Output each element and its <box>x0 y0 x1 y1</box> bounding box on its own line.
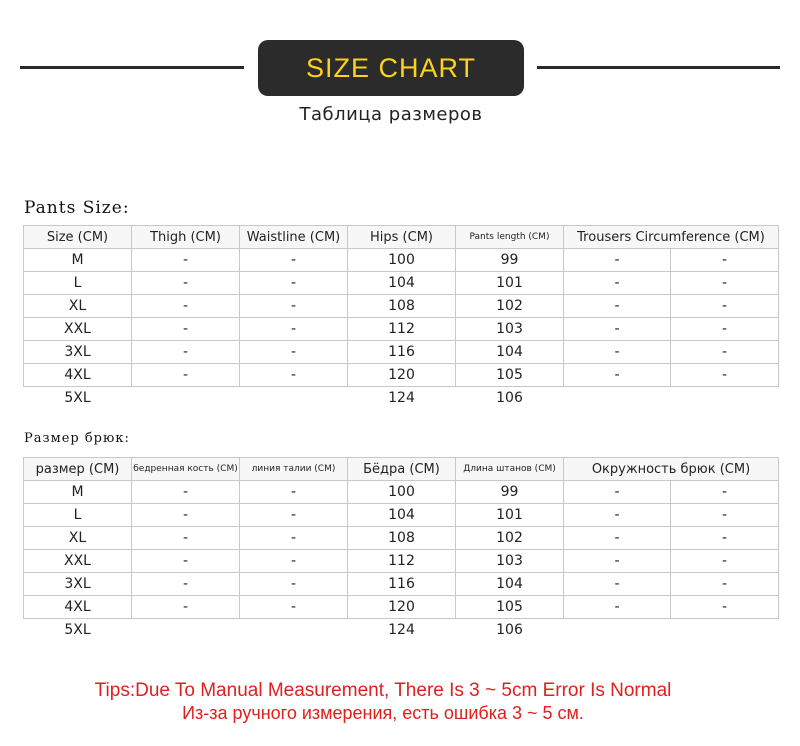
value-cell: 101 <box>456 504 564 527</box>
table-row <box>24 341 779 364</box>
value-cell: - <box>240 341 348 364</box>
value-cell: - <box>564 364 671 387</box>
value-cell: 105 <box>456 596 564 619</box>
value-cell: - <box>671 573 779 596</box>
value-cell <box>564 387 671 410</box>
value-cell: - <box>564 272 671 295</box>
value-cell: 103 <box>456 550 564 573</box>
header-cell: Trousers Circumference (CM) <box>564 226 779 249</box>
table-row <box>24 318 779 341</box>
value-cell: - <box>564 481 671 504</box>
value-cell <box>671 619 779 642</box>
value-cell: 99 <box>456 249 564 272</box>
value-cell: 112 <box>348 550 456 573</box>
size-cell: XXL <box>24 318 132 341</box>
header-cell: Waistline (CM) <box>240 226 348 249</box>
table-header-row <box>24 226 779 249</box>
table-row <box>24 249 779 272</box>
value-cell: - <box>132 272 240 295</box>
value-cell <box>240 619 348 642</box>
value-cell: - <box>132 550 240 573</box>
value-cell: 116 <box>348 341 456 364</box>
value-cell: 103 <box>456 318 564 341</box>
tips-english: Tips:Due To Manual Measurement, There Is 3 ~ 5cm Error Is Normal <box>94 680 672 701</box>
size-cell: 5XL <box>64 390 91 406</box>
value-cell: - <box>671 481 779 504</box>
value-cell: 116 <box>348 573 456 596</box>
value-cell: 100 <box>348 249 456 272</box>
tips-russian: Из-за ручного измерения, есть ошибка 3 ~ 5 см. <box>182 703 584 723</box>
header-cell: Длина штанов (CM) <box>456 458 564 481</box>
value-cell: 104 <box>456 573 564 596</box>
value-cell: - <box>671 295 779 318</box>
page-subtitle: Таблица размеров <box>299 104 483 125</box>
table-row <box>24 364 779 387</box>
value-cell: 108 <box>348 527 456 550</box>
size-cell: 3XL <box>24 341 132 364</box>
value-cell: - <box>132 573 240 596</box>
value-cell: - <box>564 341 671 364</box>
header-cell: размер (CM) <box>24 458 132 481</box>
header-cell: Size (CM) <box>24 226 132 249</box>
value-cell: - <box>240 272 348 295</box>
size-cell: XL <box>24 527 132 550</box>
header-cell: бедренная кость (CM) <box>132 458 240 481</box>
header-rule-right <box>537 66 780 69</box>
value-cell: - <box>671 504 779 527</box>
value-cell <box>671 387 779 410</box>
value-cell: - <box>671 550 779 573</box>
size-chart-badge <box>258 40 524 96</box>
value-cell: - <box>132 341 240 364</box>
value-cell: 108 <box>348 295 456 318</box>
value-cell: - <box>564 573 671 596</box>
value-cell: 100 <box>348 481 456 504</box>
value-cell: - <box>240 364 348 387</box>
value-cell: - <box>132 527 240 550</box>
value-cell: 120 <box>348 596 456 619</box>
value-cell: - <box>132 504 240 527</box>
table-row <box>24 550 779 573</box>
value-cell: 101 <box>456 272 564 295</box>
value-cell: - <box>132 596 240 619</box>
size-cell: 3XL <box>24 573 132 596</box>
value-cell: - <box>564 295 671 318</box>
value-cell: - <box>132 364 240 387</box>
value-cell: - <box>240 249 348 272</box>
table-row <box>24 619 779 642</box>
value-cell: 104 <box>348 272 456 295</box>
value-cell: - <box>671 596 779 619</box>
header-cell: Бёдра (CM) <box>348 458 456 481</box>
value-cell: - <box>240 550 348 573</box>
value-cell <box>564 619 671 642</box>
header-cell: линия талии (CM) <box>240 458 348 481</box>
value-cell: - <box>240 527 348 550</box>
value-cell: - <box>671 527 779 550</box>
size-cell: 4XL <box>24 364 132 387</box>
value-cell <box>240 387 348 410</box>
table-row <box>24 295 779 318</box>
header-cell: Окружность брюк (CM) <box>564 458 779 481</box>
table-row <box>24 504 779 527</box>
value-cell: - <box>132 481 240 504</box>
table-row <box>24 387 779 410</box>
size-cell: L <box>24 272 132 295</box>
value-cell: 124 <box>388 622 415 638</box>
value-cell <box>132 619 240 642</box>
value-cell: - <box>564 318 671 341</box>
size-cell: XL <box>24 295 132 318</box>
value-cell: - <box>671 364 779 387</box>
value-cell: - <box>671 272 779 295</box>
value-cell: 120 <box>348 364 456 387</box>
table-en-title: Pants Size: <box>24 198 130 218</box>
value-cell: 104 <box>456 341 564 364</box>
value-cell: 106 <box>496 622 523 638</box>
value-cell: - <box>564 249 671 272</box>
table-row <box>24 481 779 504</box>
page-title: SIZE CHART <box>305 52 477 83</box>
value-cell: - <box>240 295 348 318</box>
value-cell: - <box>240 318 348 341</box>
table-row <box>24 272 779 295</box>
value-cell: - <box>564 550 671 573</box>
header-rule-left <box>20 66 244 69</box>
table-ru-title: Размер брюк: <box>24 431 130 446</box>
header-cell: Thigh (CM) <box>132 226 240 249</box>
value-cell: - <box>671 341 779 364</box>
table-row <box>24 573 779 596</box>
size-table-ru <box>23 457 779 641</box>
value-cell: - <box>564 596 671 619</box>
value-cell: - <box>132 318 240 341</box>
value-cell: 104 <box>348 504 456 527</box>
value-cell: 124 <box>388 390 415 406</box>
size-cell: XXL <box>24 550 132 573</box>
value-cell: - <box>671 318 779 341</box>
header-cell: Pants length (CM) <box>456 226 564 249</box>
table-row <box>24 596 779 619</box>
value-cell: - <box>132 295 240 318</box>
table-row <box>24 527 779 550</box>
table-ru-body <box>24 481 779 642</box>
value-cell <box>132 387 240 410</box>
size-cell: L <box>24 504 132 527</box>
table-header-row <box>24 458 779 481</box>
value-cell: - <box>564 527 671 550</box>
value-cell: 99 <box>456 481 564 504</box>
value-cell: - <box>240 504 348 527</box>
value-cell: - <box>240 573 348 596</box>
size-table-en <box>23 225 779 409</box>
value-cell: 102 <box>456 295 564 318</box>
size-cell: 5XL <box>64 622 91 638</box>
value-cell: 102 <box>456 527 564 550</box>
header-cell: Hips (CM) <box>348 226 456 249</box>
value-cell: - <box>240 481 348 504</box>
value-cell: 106 <box>496 390 523 406</box>
table-en-body <box>24 249 779 410</box>
value-cell: - <box>564 504 671 527</box>
value-cell: - <box>240 596 348 619</box>
size-cell: 4XL <box>24 596 132 619</box>
value-cell: 105 <box>456 364 564 387</box>
size-cell: M <box>24 249 132 272</box>
value-cell: 112 <box>348 318 456 341</box>
value-cell: - <box>132 249 240 272</box>
value-cell: - <box>671 249 779 272</box>
size-cell: M <box>24 481 132 504</box>
